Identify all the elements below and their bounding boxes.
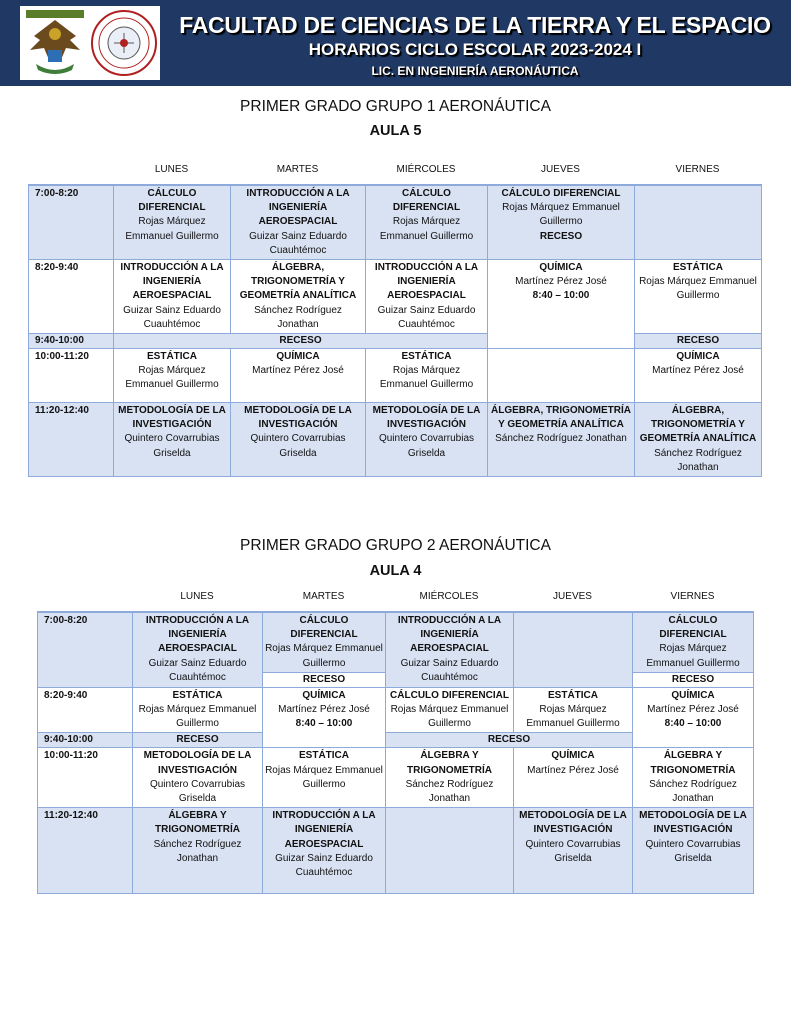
teacher-name: Rojas Márquez Emmanuel Guillermo <box>379 365 474 391</box>
faculty-logo <box>20 6 90 80</box>
class-cell <box>635 403 762 477</box>
class-cell <box>366 403 488 477</box>
class-cell <box>386 687 514 733</box>
course-name: ESTÁTICA <box>172 689 223 701</box>
g1-day-jueves: JUEVES <box>541 164 580 175</box>
table-row <box>29 260 762 334</box>
course-name: CÁLCULO DIFERENCIAL <box>138 188 206 214</box>
course-name: 8:40 – 10:00 <box>295 718 353 730</box>
course-name: 8:40 – 10:00 <box>532 290 590 302</box>
page-header <box>0 0 791 86</box>
seal-icon <box>88 6 160 80</box>
g1-day-viernes: VIERNES <box>675 164 720 175</box>
teacher-name: Guizar Sainz Eduardo Cuauhtémoc <box>249 230 347 256</box>
time-slot: 7:00-8:20 <box>29 185 114 260</box>
course-name: INTRODUCCIÓN A LA INGENIERÍA AEROESPACIAL <box>120 262 224 302</box>
course-name: INTRODUCCIÓN A LA INGENIERÍA AEROESPACIAL <box>246 188 350 228</box>
course-name: QUÍMICA <box>302 689 346 701</box>
teacher-name: Rojas Márquez Emmanuel Guillermo <box>125 216 219 242</box>
course-name: ESTÁTICA <box>147 351 197 363</box>
time-slot: 9:40-10:00 <box>38 733 133 748</box>
teacher-name: Sánchez Rodríguez Jonathan <box>649 778 737 805</box>
empty-cell <box>386 808 514 894</box>
teacher-name: Guizar Sainz Eduardo Cuauhtémoc <box>377 304 476 330</box>
class-cell <box>514 748 633 808</box>
class-cell <box>133 808 263 894</box>
course-name: METODOLOGÍA DE LA INVESTIGACIÓN <box>244 405 352 431</box>
teacher-name: Martínez Pérez José <box>652 365 744 377</box>
group1-aula: AULA 5 <box>369 123 422 139</box>
class-cell <box>633 748 754 808</box>
teacher-name: Guizar Sainz Eduardo Cuauhtémoc <box>275 852 373 879</box>
table-row <box>29 334 762 349</box>
teacher-name: Guizar Sainz Eduardo Cuauhtémoc <box>400 657 499 683</box>
receso-cell: RECESO <box>633 672 754 687</box>
receso-cell: RECESO <box>386 733 633 748</box>
course-name: METODOLOGÍA DE LA INVESTIGACIÓN <box>118 405 226 431</box>
g2-day-martes: MARTES <box>302 591 345 602</box>
class-cell <box>114 403 231 477</box>
class-cell <box>635 349 762 403</box>
teacher-name: Sánchez Rodríguez Jonathan <box>405 778 494 805</box>
receso-cell: RECESO <box>114 334 488 349</box>
course-name: ÁLGEBRA, TRIGONOMETRÍA Y GEOMETRÍA ANALÍTICA <box>639 405 757 445</box>
receso-cell: RECESO <box>635 334 762 349</box>
course-name: ÁLGEBRA, TRIGONOMETRÍA Y GEOMETRÍA ANALÍTICA <box>239 262 357 302</box>
teacher-name: Rojas Márquez Emmanuel Guillermo <box>502 202 620 228</box>
teacher-name: Quintero Covarrubias Griselda <box>250 433 346 459</box>
teacher-name: Rojas Márquez Emmanuel Guillermo <box>526 704 620 730</box>
course-name: ÁLGEBRA, TRIGONOMETRÍA Y GEOMETRÍA ANALÍTICA <box>491 405 631 431</box>
course-name: INTRODUCCIÓN A LA INGENIERÍA AEROESPACIAL <box>272 810 376 850</box>
class-cell <box>633 687 754 748</box>
course-name: ESTÁTICA <box>548 689 598 701</box>
course-name: RECESO <box>539 230 583 242</box>
table-row <box>38 748 754 808</box>
header-title: FACULTAD DE CIENCIAS DE LA TIERRA Y EL ESPACIO <box>179 12 771 38</box>
class-cell <box>114 349 231 403</box>
class-cell <box>133 612 263 687</box>
teacher-name: Quintero Covarrubias Griselda <box>645 838 741 864</box>
g1-day-miercoles: MIÉRCOLES <box>396 164 456 175</box>
class-cell <box>263 687 386 748</box>
teacher-name: Rojas Márquez Emmanuel Guillermo <box>138 704 257 730</box>
course-name: CÁLCULO DIFERENCIAL <box>501 188 621 199</box>
time-slot: 8:20-9:40 <box>38 687 133 733</box>
receso-cell: RECESO <box>133 733 263 748</box>
group1-schedule-table <box>28 184 762 477</box>
teacher-name: Rojas Márquez Emmanuel Guillermo <box>265 764 383 790</box>
class-cell <box>231 260 366 334</box>
teacher-name: Quintero Covarrubias Griselda <box>525 838 621 864</box>
class-cell <box>366 349 488 403</box>
course-name: ÁLGEBRA Y TRIGONOMETRÍA <box>650 750 736 776</box>
course-name: ÁLGEBRA Y TRIGONOMETRÍA <box>155 810 240 836</box>
teacher-name: Rojas Márquez Emmanuel Guillermo <box>639 276 757 302</box>
class-cell <box>133 748 263 808</box>
g2-day-viernes: VIERNES <box>670 591 715 602</box>
course-name: QUÍMICA <box>539 262 583 274</box>
g1-day-martes: MARTES <box>276 164 319 175</box>
header-subtitle: HORARIOS CICLO ESCOLAR 2023-2024 I <box>308 40 642 59</box>
table-row <box>38 687 754 733</box>
class-cell <box>633 808 754 894</box>
class-cell <box>231 349 366 403</box>
group2-aula: AULA 4 <box>369 563 422 579</box>
course-name: 8:40 – 10:00 <box>664 718 722 730</box>
course-name: CÁLCULO DIFERENCIAL <box>392 188 461 214</box>
g2-day-miercoles: MIÉRCOLES <box>419 591 479 602</box>
empty-cell <box>488 349 635 403</box>
class-cell <box>263 808 386 894</box>
class-cell <box>263 748 386 808</box>
group2-schedule-table <box>37 611 754 894</box>
time-slot: 7:00-8:20 <box>38 612 133 687</box>
course-name: ESTÁTICA <box>673 262 723 274</box>
class-cell <box>514 808 633 894</box>
course-name: ESTÁTICA <box>401 351 452 363</box>
class-cell <box>366 260 488 334</box>
course-name: CÁLCULO DIFERENCIAL <box>659 615 727 641</box>
teacher-name: Rojas Márquez Emmanuel Guillermo <box>265 643 383 669</box>
class-cell <box>386 748 514 808</box>
course-name: CÁLCULO DIFERENCIAL <box>390 689 509 701</box>
class-cell <box>488 403 635 477</box>
course-name: QUÍMICA <box>676 351 720 363</box>
teacher-name: Martínez Pérez José <box>252 365 344 377</box>
time-slot: 10:00-11:20 <box>29 349 114 403</box>
teacher-name: Rojas Márquez Emmanuel Guillermo <box>125 365 219 391</box>
teacher-name: Guizar Sainz Eduardo Cuauhtémoc <box>123 304 221 330</box>
eagle-emblem-icon <box>20 6 90 80</box>
class-cell <box>488 260 635 349</box>
teacher-name: Rojas Márquez Emmanuel Guillermo <box>379 216 474 242</box>
teacher-name: Quintero Covarrubias Griselda <box>124 433 220 459</box>
class-cell <box>263 612 386 672</box>
course-name: METODOLOGÍA DE LA INVESTIGACIÓN <box>639 810 747 836</box>
table-row <box>29 349 762 403</box>
teacher-name: Sánchez Rodríguez Jonathan <box>254 304 342 330</box>
class-cell <box>114 260 231 334</box>
class-cell <box>514 687 633 733</box>
group2-title: PRIMER GRADO GRUPO 2 AERONÁUTICA <box>240 537 551 554</box>
class-cell <box>133 687 263 733</box>
class-cell <box>231 403 366 477</box>
course-name: QUÍMICA <box>551 750 595 762</box>
time-slot: 8:20-9:40 <box>29 260 114 334</box>
class-cell <box>635 260 762 334</box>
course-name: CÁLCULO DIFERENCIAL <box>290 615 358 641</box>
course-name: INTRODUCCIÓN A LA INGENIERÍA AEROESPACIAL <box>397 615 502 655</box>
time-slot: 10:00-11:20 <box>38 748 133 808</box>
receso-cell: RECESO <box>263 672 386 687</box>
table-row <box>29 185 762 260</box>
table-row <box>38 808 754 894</box>
course-name: ÁLGEBRA Y TRIGONOMETRÍA <box>407 750 492 776</box>
class-cell <box>366 185 488 260</box>
class-cell <box>231 185 366 260</box>
group1-title: PRIMER GRADO GRUPO 1 AERONÁUTICA <box>240 98 551 115</box>
class-cell <box>633 612 754 672</box>
table-row <box>29 403 762 477</box>
teacher-name: Martínez Pérez José <box>527 764 619 776</box>
university-seal <box>88 6 160 80</box>
teacher-name: Martínez Pérez José <box>515 276 607 288</box>
course-name: QUÍMICA <box>276 351 320 363</box>
time-slot: 9:40-10:00 <box>29 334 114 349</box>
course-name: METODOLOGÍA DE LA INVESTIGACIÓN <box>519 810 627 836</box>
table-row <box>38 612 754 672</box>
course-name: ESTÁTICA <box>299 750 349 762</box>
g2-day-jueves: JUEVES <box>553 591 592 602</box>
teacher-name: Sánchez Rodríguez Jonathan <box>153 838 242 864</box>
time-slot: 11:20-12:40 <box>29 403 114 477</box>
class-cell <box>386 612 514 687</box>
teacher-name: Sánchez Rodríguez Jonathan <box>654 447 742 473</box>
teacher-name: Quintero Covarrubias Griselda <box>378 433 475 459</box>
empty-cell <box>635 185 762 260</box>
g1-day-lunes: LUNES <box>154 164 189 175</box>
teacher-name: Martínez Pérez José <box>647 704 739 716</box>
course-name: INTRODUCCIÓN A LA INGENIERÍA AEROESPACIAL <box>145 615 250 655</box>
teacher-name: Rojas Márquez Emmanuel Guillermo <box>646 643 740 669</box>
teacher-name: Guizar Sainz Eduardo Cuauhtémoc <box>148 657 247 683</box>
class-cell <box>488 185 635 260</box>
teacher-name: Sánchez Rodríguez Jonathan <box>495 433 627 445</box>
course-name: METODOLOGÍA DE LA INVESTIGACIÓN <box>143 750 252 776</box>
course-name: INTRODUCCIÓN A LA INGENIERÍA AEROESPACIAL <box>374 262 479 302</box>
time-slot: 11:20-12:40 <box>38 808 133 894</box>
class-cell <box>114 185 231 260</box>
teacher-name: Rojas Márquez Emmanuel Guillermo <box>390 704 509 730</box>
course-name: QUÍMICA <box>671 689 715 701</box>
g2-day-lunes: LUNES <box>180 591 214 602</box>
teacher-name: Martínez Pérez José <box>278 704 370 716</box>
course-name: METODOLOGÍA DE LA INVESTIGACIÓN <box>372 405 481 431</box>
teacher-name: Quintero Covarrubias Griselda <box>149 778 246 805</box>
header-program: LIC. EN INGENIERÍA AERONÁUTICA <box>371 64 579 78</box>
empty-cell <box>514 612 633 687</box>
